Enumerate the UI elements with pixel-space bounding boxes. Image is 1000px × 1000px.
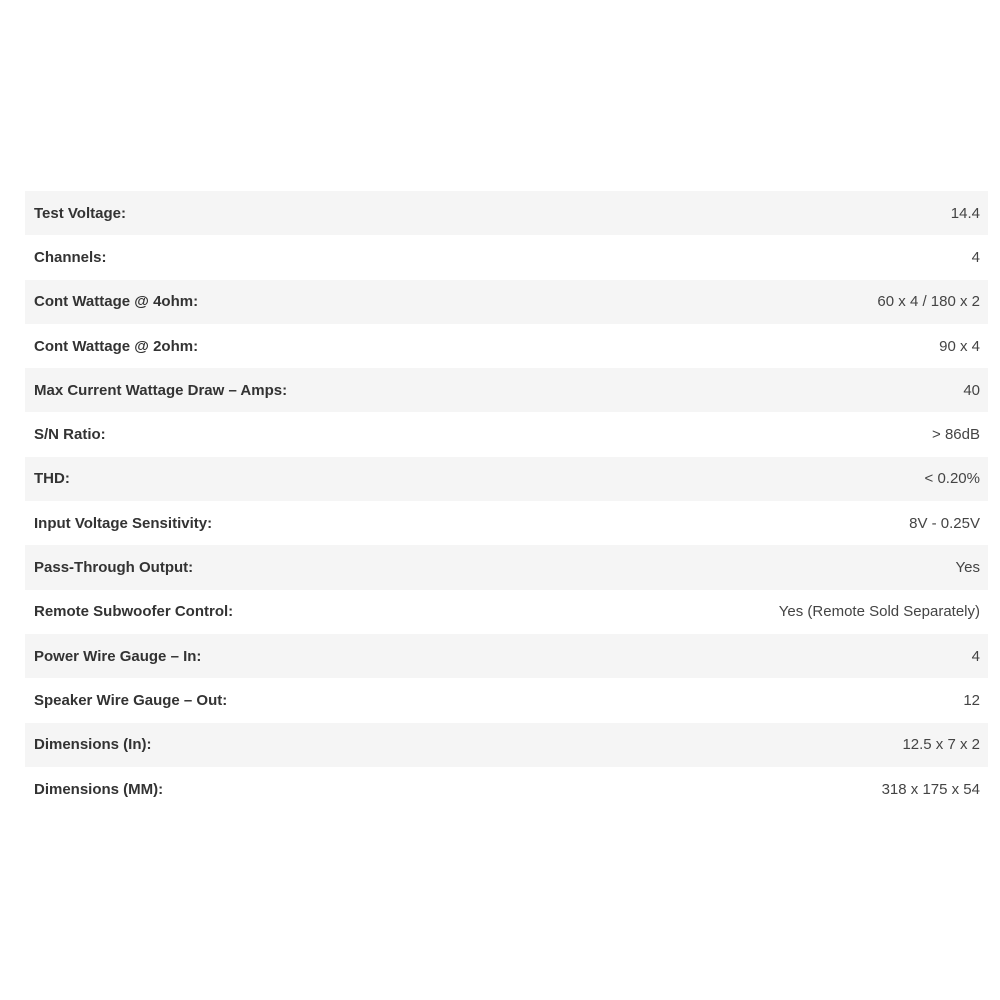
- spec-row-thd: [25, 457, 988, 501]
- spec-label: Remote Subwoofer Control:: [34, 603, 234, 621]
- spec-label: Pass-Through Output:: [34, 559, 194, 577]
- spec-row-max-current-draw: [25, 368, 988, 412]
- spec-row-channels: [25, 235, 988, 279]
- spec-label: Dimensions (In):: [34, 736, 152, 754]
- spec-value: 14.4: [950, 204, 980, 222]
- spec-row-remote-subwoofer-control: [25, 590, 988, 634]
- spec-row-cont-wattage-4ohm: [25, 280, 988, 324]
- spec-label: Speaker Wire Gauge – Out:: [34, 691, 228, 709]
- spec-label: Cont Wattage @ 2ohm:: [34, 337, 199, 355]
- spec-row-dimensions-in: [25, 723, 988, 767]
- spec-value: 318 x 175 x 54: [881, 780, 980, 798]
- spec-label: Cont Wattage @ 4ohm:: [34, 293, 199, 311]
- spec-value: Yes: [955, 559, 980, 577]
- spec-label: Power Wire Gauge – In:: [34, 647, 202, 665]
- spec-value: 40: [963, 381, 980, 399]
- spec-label: Test Voltage:: [34, 204, 126, 222]
- spec-row-input-voltage-sensitivity: [25, 501, 988, 545]
- spec-value: 12: [963, 691, 980, 709]
- spec-value: 8V - 0.25V: [909, 514, 980, 532]
- spec-row-dimensions-mm: [25, 767, 988, 811]
- specifications-table: [25, 191, 988, 811]
- spec-value: 12.5 x 7 x 2: [902, 736, 980, 754]
- spec-label: Channels:: [34, 248, 107, 266]
- spec-value: < 0.20%: [924, 470, 980, 488]
- spec-label: Input Voltage Sensitivity:: [34, 514, 213, 532]
- spec-label: Dimensions (MM):: [34, 780, 164, 798]
- spec-row-sn-ratio: [25, 412, 988, 456]
- spec-value: Yes (Remote Sold Separately): [778, 603, 980, 621]
- spec-row-test-voltage: [25, 191, 988, 235]
- spec-value: 60 x 4 / 180 x 2: [877, 293, 980, 311]
- spec-value: 4: [971, 248, 980, 266]
- spec-row-pass-through-output: [25, 545, 988, 589]
- spec-row-power-wire-gauge: [25, 634, 988, 678]
- spec-value: > 86dB: [932, 426, 980, 444]
- spec-value: 90 x 4: [939, 337, 980, 355]
- spec-row-speaker-wire-gauge: [25, 678, 988, 722]
- specifications-table-body: [25, 191, 988, 811]
- spec-value: 4: [971, 647, 980, 665]
- spec-row-cont-wattage-2ohm: [25, 324, 988, 368]
- spec-label: Max Current Wattage Draw – Amps:: [34, 381, 288, 399]
- spec-label: THD:: [34, 470, 70, 488]
- spec-label: S/N Ratio:: [34, 426, 106, 444]
